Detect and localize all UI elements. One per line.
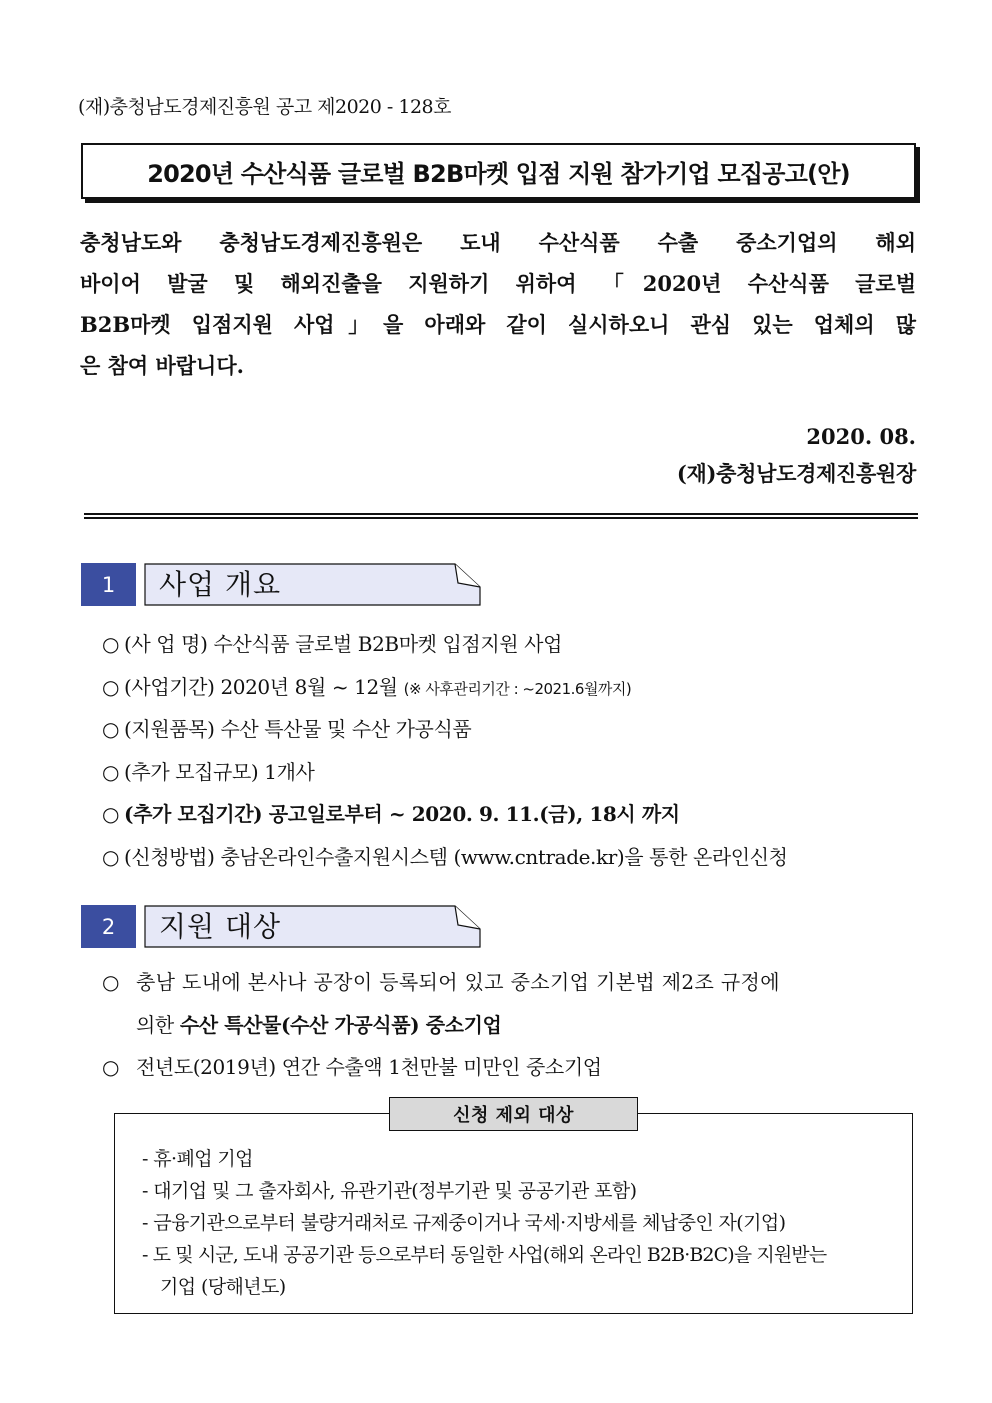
list-item: ○ (추가 모집규모) 1개사 bbox=[102, 760, 315, 784]
exclusion-item: - 도 및 시군, 도내 공공기관 등으로부터 동일한 사업(해외 온라인 B2B·B2C)을 지원받는 bbox=[142, 1244, 827, 1266]
circle-bullet-icon: ○ bbox=[102, 802, 120, 826]
list-item: ○ (사 업 명) 수산식품 글로벌 B2B마켓 입점지원 사업 bbox=[102, 632, 562, 656]
section-1-header bbox=[144, 563, 481, 606]
page-title-text: 2020년 수산식품 글로벌 B2B마켓 입점 지원 참가기업 모집공고(안) bbox=[147, 159, 850, 188]
exclusion-item: - 휴·폐업 기업 bbox=[142, 1148, 253, 1170]
emphasis: 수산 특산물(수산 가공식품) 중소기업 bbox=[179, 1013, 502, 1037]
section-2-number: 2 bbox=[81, 905, 136, 948]
issuer-name: (재)충청남도경제진흥원장 bbox=[676, 461, 916, 486]
page-title bbox=[81, 143, 916, 199]
section-2-title: 지원 대상 bbox=[159, 910, 282, 943]
circle-bullet-icon: ○ bbox=[102, 845, 120, 869]
list-item: ○ (사업기간) 2020년 8월 ~ 12월 (※ 사후관리기간 : ~2021.6월까지) bbox=[102, 675, 632, 699]
circle-bullet-icon: ○ bbox=[102, 760, 120, 784]
list-item: ○ (신청방법) 충남온라인수출지원시스템 (www.cntrade.kr)을 통한 온라인신청 bbox=[102, 845, 788, 869]
exclusion-item: - 대기업 및 그 출자회사, 유관기관(정부기관 및 공공기관 포함) bbox=[142, 1180, 637, 1202]
intro-line: 은 참여 바랍니다. bbox=[80, 353, 244, 378]
list-item-continuation: 의한 수산 특산물(수산 가공식품) 중소기업 bbox=[136, 1013, 502, 1037]
note: (※ 사후관리기간 : ~2021.6월까지) bbox=[403, 680, 632, 698]
exclusion-label: 신청 제외 대상 bbox=[389, 1097, 638, 1131]
intro-paragraph bbox=[80, 222, 916, 386]
circle-bullet-icon: ○ bbox=[102, 632, 120, 656]
exclusion-item-continuation: 기업 (당해년도) bbox=[160, 1276, 286, 1298]
circle-bullet-icon: ○ bbox=[102, 675, 120, 699]
circle-bullet-icon: ○ bbox=[102, 717, 120, 741]
notice-date: 2020. 08. bbox=[806, 424, 916, 449]
circle-bullet-icon: ○ bbox=[102, 970, 120, 994]
section-1-title: 사업 개요 bbox=[159, 568, 282, 601]
section-1-number: 1 bbox=[81, 563, 136, 606]
list-item: ○ 충남 도내에 본사나 공장이 등록되어 있고 중소기업 기본법 제2조 규정에 bbox=[102, 970, 780, 994]
intro-line: B2B마켓 입점지원 사업」을 아래와 같이 실시하오니 관심 있는 업체의 많 bbox=[80, 312, 916, 337]
intro-line: 바이어 발굴 및 해외진출을 지원하기 위하여 「2020년 수산식품 글로벌 bbox=[80, 271, 916, 296]
intro-line: 충청남도와 충청남도경제진흥원은 도내 수산식품 수출 중소기업의 해외 bbox=[80, 230, 916, 255]
notice-number: (재)충청남도경제진흥원 공고 제2020 - 128호 bbox=[78, 96, 451, 118]
list-item: ○ (지원품목) 수산 특산물 및 수산 가공식품 bbox=[102, 717, 472, 741]
list-item: ○ (추가 모집기간) 공고일로부터 ~ 2020. 9. 11.(금), 18시 까지 bbox=[102, 802, 680, 826]
list-item: ○ 전년도(2019년) 연간 수출액 1천만불 미만인 중소기업 bbox=[102, 1055, 602, 1079]
exclusion-item: - 금융기관으로부터 불량거래처로 규제중이거나 국세·지방세를 체납중인 자(기업) bbox=[142, 1212, 786, 1234]
circle-bullet-icon: ○ bbox=[102, 1055, 120, 1079]
divider bbox=[84, 513, 918, 519]
section-2-header bbox=[144, 905, 481, 948]
